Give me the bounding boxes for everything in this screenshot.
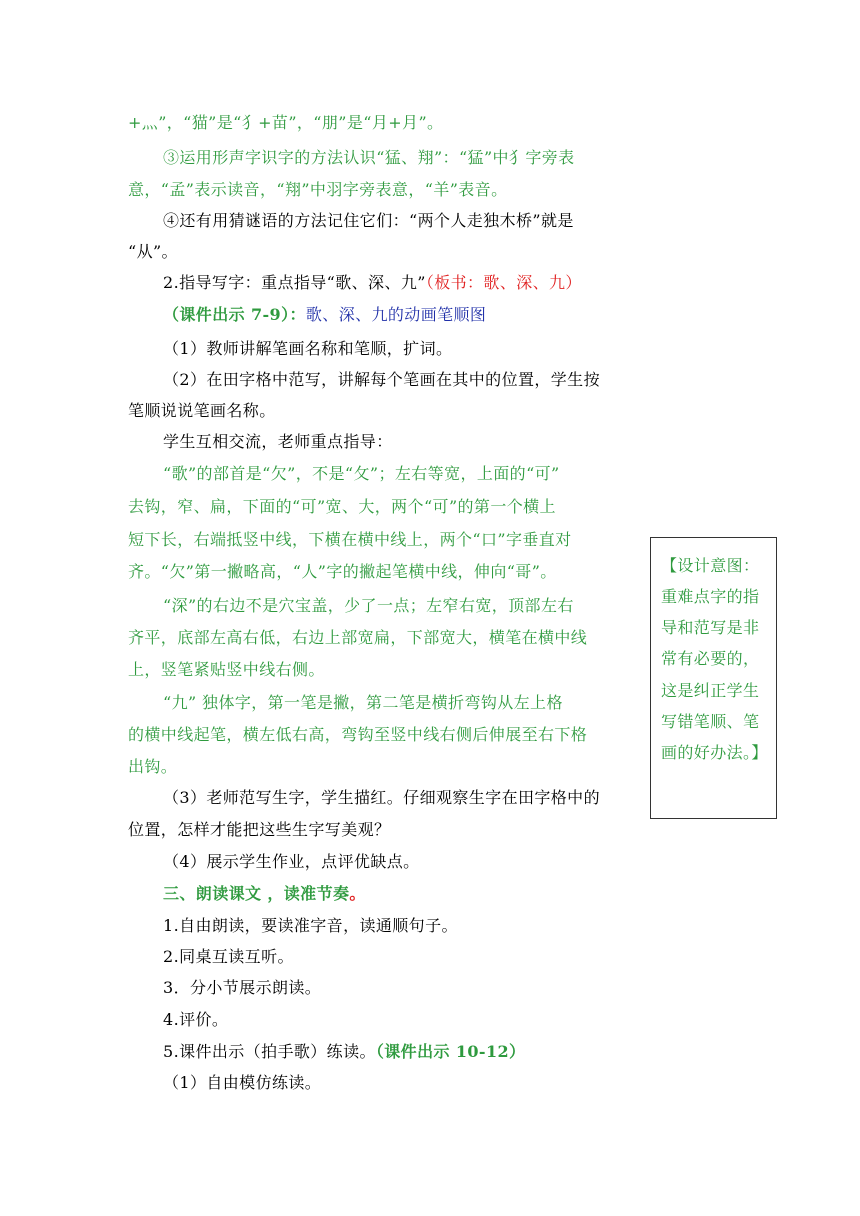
text-line: 笔顺说说笔画名称。 [128, 401, 276, 420]
text-line: 2.同桌互读互听。 [163, 947, 294, 966]
side-note-line: 写错笔顺、笔 [661, 712, 760, 731]
text-line [163, 305, 618, 325]
text-line: ③运用形声字识字的方法认识“猛、翔”：“猛”中犭字旁表 [163, 148, 575, 167]
text-line: 齐平，底部左高右低，右边上部宽扁，下部宽大，横笔在横中线 [128, 628, 588, 647]
side-note-line: 【设计意图： [661, 556, 760, 575]
text-line: 4.评价。 [163, 1010, 229, 1029]
text-line: （1）教师讲解笔画名称和笔顺，扩词。 [163, 339, 453, 358]
text-line: （3）老师范写生字，学生描红。仔细观察生字在田字格中的 [163, 788, 600, 807]
practice-reading: 5.课件出示（拍手歌）练读。 [163, 1042, 376, 1061]
text-line: “从”。 [128, 242, 178, 261]
side-note-line: 导和范写是非 [661, 618, 760, 637]
side-note-line: 这是纠正学生 [661, 681, 760, 700]
text-line: （4）展示学生作业，点评优缺点。 [163, 852, 420, 871]
text-line: 上，竖笔紧贴竖中线右侧。 [128, 660, 325, 679]
section-heading [163, 884, 618, 904]
text-line: 短下长，右端抵竖中线，下横在横中线上，两个“口”字垂直对 [128, 530, 572, 549]
text-line: 的横中线起笔，横左低右高，弯钩至竖中线右侧后伸展至右下格 [128, 725, 588, 744]
text-line: 去钩，窄、扁，下面的“可”宽、大，两个“可”的第一个横上 [128, 497, 556, 516]
section-heading-period: 。 [349, 884, 366, 903]
text-line: 出钩。 [128, 757, 178, 776]
section-heading-text: 三、朗读课文 ，读准节奏 [163, 884, 350, 903]
text-line: 齐。“欠”第一撇略高，“人”字的撇起笔横中线，伸向“哥”。 [128, 562, 557, 581]
text-line: “深”的右边不是穴宝盖，少了一点；左窄右宽，顶部左右 [163, 596, 574, 615]
animation-note: 歌、深、九的动画笔顺图 [305, 305, 487, 324]
text-line: 1.自由朗读，要读准字音，读通顺句子。 [163, 916, 458, 935]
design-intent-box [650, 537, 777, 819]
text-line: ④还有用猜谜语的方法记住它们：“两个人走独木桥”就是 [163, 211, 574, 230]
text-line: （2）在田字格中范写，讲解每个笔画在其中的位置，学生按 [163, 370, 600, 389]
text-line: 位置，怎样才能把这些生字写美观？ [128, 820, 391, 839]
text-line: （1）自由模仿练读。 [163, 1073, 322, 1092]
text-line: 学生互相交流，老师重点指导： [163, 432, 393, 451]
courseware-note: （课件出示 7-9）： [163, 305, 306, 324]
side-note-line: 画的好办法。】 [661, 743, 768, 762]
text-line [163, 1042, 618, 1062]
text-line: 意，“孟”表示读音，“翔”中羽字旁表意，“羊”表音。 [128, 180, 508, 199]
side-note-line: 重难点字的指 [661, 587, 760, 606]
writing-guide-heading: 2.指导写字：重点指导“歌、深、九” [163, 273, 426, 292]
text-line: “九” 独体字，第一笔是撇，第二笔是横折弯钩从左上格 [163, 693, 563, 712]
courseware-note-2: （课件出示 10-12） [375, 1042, 526, 1061]
text-line: +灬”，“猫”是“犭+苗”，“朋”是“月+月”。 [128, 113, 444, 132]
side-note-line: 常有必要的， [661, 649, 760, 668]
text-line: “歌”的部首是“欠”，不是“攵”；左右等宽，上面的“可” [163, 464, 560, 483]
board-note: （板书：歌、深、九） [425, 273, 582, 292]
text-line: 3．分小节展示朗读。 [163, 978, 322, 997]
text-line [163, 273, 618, 293]
